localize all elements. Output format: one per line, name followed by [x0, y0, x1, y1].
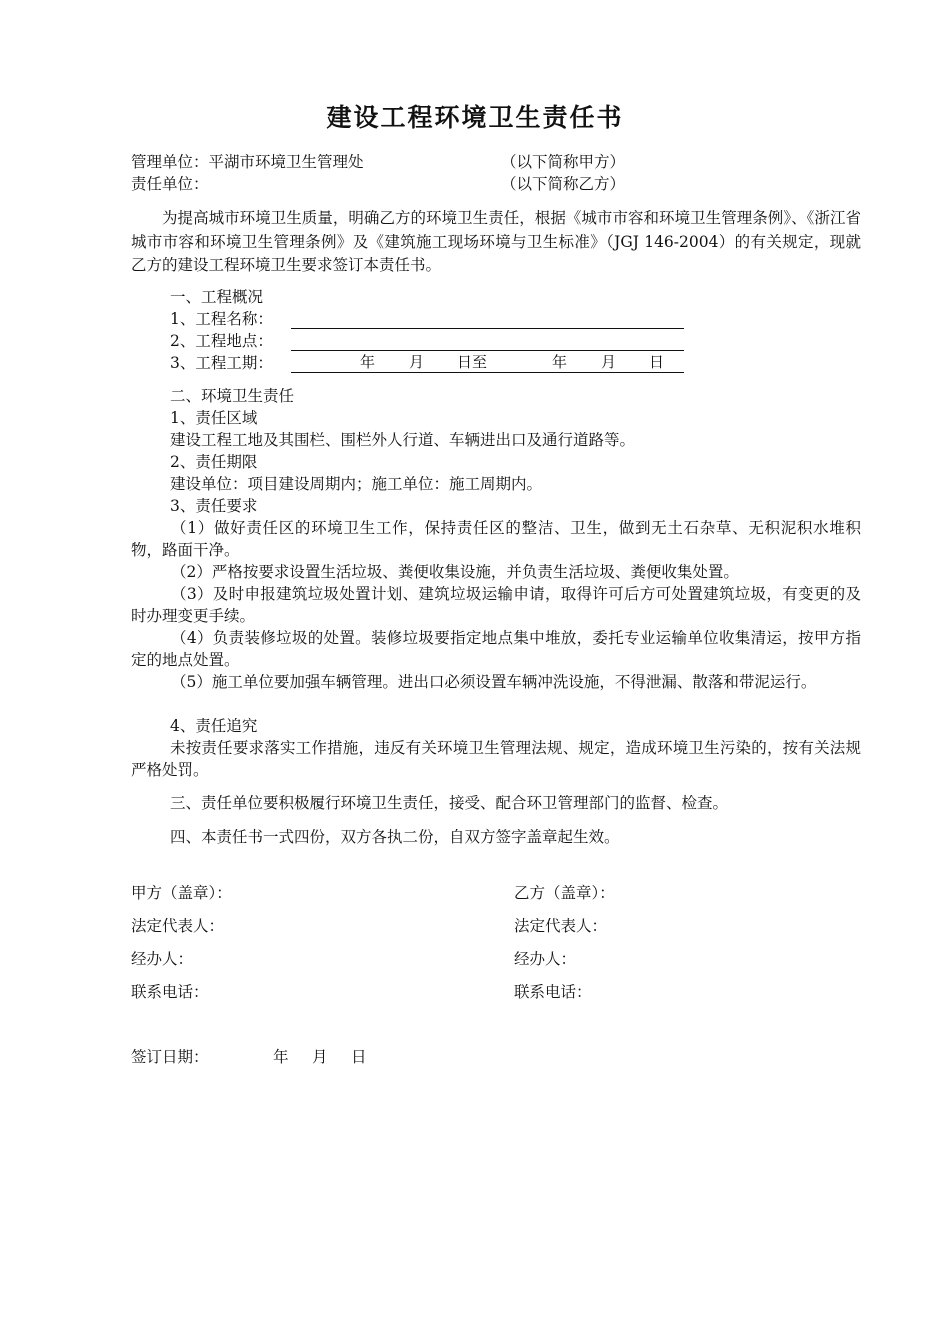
sign-date-day: 日: [351, 1048, 367, 1066]
section1-heading: 一、工程概况: [170, 288, 264, 306]
area-heading: 1、责任区域: [170, 409, 258, 427]
requirement-2: （2）严格按要求设置生活垃圾、粪便收集设施，并负责生活垃圾、粪便收集处置。: [171, 563, 739, 581]
sign-date-label: 签订日期：: [131, 1048, 209, 1066]
project-period-field[interactable]: [291, 352, 684, 373]
period-end-day: 日: [649, 353, 665, 371]
project-site-field[interactable]: [291, 330, 684, 351]
liability-heading: 4、责任追究: [170, 717, 258, 735]
requirements-heading: 3、责任要求: [170, 497, 258, 515]
sign-date-year: 年: [273, 1048, 289, 1066]
responsible-unit-line: [131, 173, 209, 195]
requirement-1: （1）做好责任区的环境卫生工作，保持责任区的整洁、卫生，做到无土石杂草、无积泥积水堆积物，路面干净。: [131, 519, 861, 559]
liability-text: 未按责任要求落实工作措施，违反有关环境卫生管理法规、规定，造成环境卫生污染的，按有关法规严格处罚。: [131, 739, 861, 779]
section4-text: 四、本责任书一式四份，双方各执二份，自双方签字盖章起生效。: [170, 828, 620, 846]
project-site-label: 2、工程地点：: [170, 332, 273, 350]
period-start-year: 年: [360, 353, 376, 371]
party-a-seal: 甲方（盖章）：: [131, 884, 232, 902]
intro-paragraph: 为提高城市环境卫生质量，明确乙方的环境卫生责任，根据《城市市容和环境卫生管理条例》、《浙江省城市市容和环境卫生管理条例》及《建筑施工现场环境与卫生标准》（JGJ 146-2004）的有关规定，现就乙方的建设工程环境卫生要求签订本责任书。: [131, 209, 861, 274]
requirement-4: （4）负责装修垃圾的处置。装修垃圾要指定地点集中堆放，委托专业运输单位收集清运，按甲方指定的地点处置。: [131, 629, 861, 669]
manager-unit-label: 管理单位：平湖市环境卫生管理处: [131, 153, 364, 171]
term-text: 建设单位：项目建设周期内；施工单位：施工周期内。: [170, 475, 543, 493]
area-text: 建设工程工地及其围栏、围栏外人行道、车辆进出口及通行道路等。: [170, 431, 636, 449]
responsible-unit-note: （以下简称乙方）: [501, 175, 626, 193]
period-end-month: 月: [601, 353, 617, 371]
party-a-phone: 联系电话：: [131, 983, 209, 1001]
responsible-unit-label: 责任单位：: [131, 175, 209, 193]
project-name-label: 1、工程名称：: [170, 310, 273, 328]
sign-date-month: 月: [312, 1048, 328, 1066]
document-title: 建设工程环境卫生责任书: [326, 103, 624, 132]
section3-text: 三、责任单位要积极履行环境卫生责任，接受、配合环卫管理部门的监督、检查。: [170, 794, 729, 812]
period-start-day: 日至: [457, 353, 488, 371]
period-start-month: 月: [409, 353, 425, 371]
requirement-3: （3）及时申报建筑垃圾处置计划、建筑垃圾运输申请，取得许可后方可处置建筑垃圾，有变更的及时办理变更手续。: [131, 585, 861, 625]
party-b-phone: 联系电话：: [514, 983, 592, 1001]
party-b-handler: 经办人：: [514, 950, 577, 968]
party-a-handler: 经办人：: [131, 950, 194, 968]
section2-heading: 二、环境卫生责任: [170, 387, 295, 405]
requirement-5: （5）施工单位要加强车辆管理。进出口必须设置车辆冲洗设施，不得泄漏、散落和带泥运行。: [171, 673, 817, 691]
manager-unit-line: [131, 151, 364, 173]
party-a-legal-rep: 法定代表人：: [131, 917, 225, 935]
period-end-year: 年: [552, 353, 568, 371]
project-name-field[interactable]: [291, 308, 684, 329]
project-period-label: 3、工程工期：: [170, 354, 273, 372]
party-b-seal: 乙方（盖章）：: [514, 884, 615, 902]
party-b-legal-rep: 法定代表人：: [514, 917, 608, 935]
manager-unit-note: （以下简称甲方）: [501, 153, 626, 171]
term-heading: 2、责任期限: [170, 453, 258, 471]
